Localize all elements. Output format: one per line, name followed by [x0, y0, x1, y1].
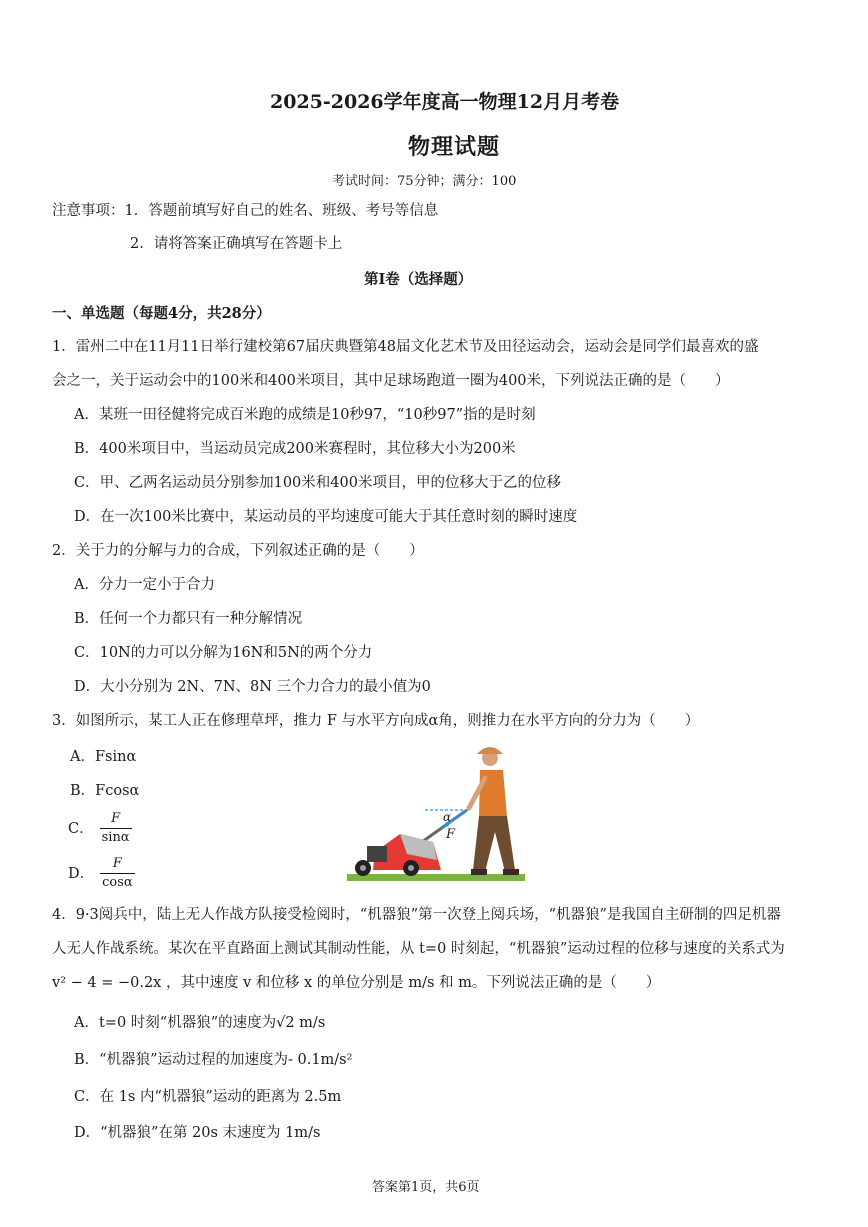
q3-option-a: A．Fsinα: [70, 749, 137, 765]
q1-stem-line2: 会之一，关于运动会中的100米和400米项目，其中足球场跑道一圈为400米，下列说法正确的是（ ）: [52, 373, 730, 389]
q3-option-d: [68, 857, 135, 891]
q3-option-b: B．Fcosα: [70, 783, 140, 799]
q3-stem: 3．如图所示，某工人正在修理草坪，推力 F 与水平方向成α角，则推力在水平方向的分力为（ ）: [52, 713, 700, 729]
part-title: 一、单选题（每题4分，共28分）: [52, 305, 271, 322]
q3-option-d-label: D．: [68, 865, 95, 882]
q3-option-d-denominator: cosα: [102, 875, 133, 891]
grass-strip: [347, 874, 525, 881]
q4-option-c: C．在 1s 内“机器狼”运动的距离为 2.5m: [74, 1089, 342, 1105]
force-label: F: [446, 827, 456, 842]
q2-option-b: B．任何一个力都只有一种分解情况: [74, 611, 303, 627]
q1-option-d: D．在一次100米比赛中，某运动员的平均速度可能大于其任意时刻的瞬时速度: [74, 509, 578, 525]
volume-title: 第Ⅰ卷（选择题）: [364, 271, 473, 288]
q4-option-d: D．“机器狼”在第 20s 末速度为 1m/s: [74, 1125, 321, 1141]
q4-stem-line1: 4．9·3阅兵中，陆上无人作战方队接受检阅时，“机器狼”第一次登上阅兵场，“机器狼”是我国自主研制的四足机器: [52, 907, 781, 923]
note-line-1: 注意事项：1．答题前填写好自己的姓名、班级、考号等信息: [52, 203, 439, 219]
q2-option-d: D．大小分别为 2N、7N、8N 三个力合力的最小值为0: [74, 679, 431, 695]
q3-option-c-label: C．: [68, 820, 94, 837]
q4-option-b: B．“机器狼”运动过程的加速度为- 0.1m/s²: [74, 1052, 353, 1068]
q4-stem-line3: v² − 4 = −0.2x ，其中速度 v 和位移 x 的单位分别是 m/s 和 m。下列说法正确的是（ ）: [52, 975, 661, 991]
q4-stem-line2: 人无人作战系统。某次在平直路面上测试其制动性能，从 t=0 时刻起，“机器狼”运动过程的位移与速度的关系式为: [52, 941, 785, 957]
q1-stem-line1: 1．雷州二中在11月11日举行建校第67届庆典暨第48届文化艺术节及田径运动会，运动会是同学们最喜欢的盛: [52, 339, 759, 355]
exam-title: 2025-2026学年度高一物理12月月考卷: [270, 91, 620, 113]
worker-cap: [477, 747, 503, 754]
mower-engine: [367, 846, 387, 862]
q4-option-a: A．t=0 时刻“机器狼”的速度为√2 m/s: [74, 1015, 326, 1031]
page-footer: 答案第1页，共6页: [372, 1180, 480, 1195]
q3-option-c-numerator: F: [111, 811, 121, 826]
q3-option-c: [68, 812, 132, 846]
q1-option-c: C．甲、乙两名运动员分别参加100米和400米项目，甲的位移大于乙的位移: [74, 475, 561, 491]
q3-option-c-denominator: sinα: [101, 830, 130, 846]
q3-option-d-fraction: [100, 857, 135, 891]
q1-option-a: A．某班一田径健将完成百米跑的成绩是10秒97，“10秒97”指的是时刻: [74, 407, 536, 423]
q2-stem: 2．关于力的分解与力的合成，下列叙述正确的是（ ）: [52, 543, 424, 559]
alpha-label: α: [443, 810, 452, 824]
q2-option-a: A．分力一定小于合力: [74, 577, 215, 593]
note-line-2: 2．请将答案正确填写在答题卡上: [130, 236, 343, 252]
q2-option-c: C．10N的力可以分解为16N和5N的两个分力: [74, 645, 373, 661]
exam-info: 考试时间：75分钟；满分：100: [332, 174, 517, 189]
worker-pants: [473, 816, 515, 872]
lawn-mower-figure: [345, 742, 535, 884]
q1-option-b: B．400米项目中，当运动员完成200米赛程时，其位移大小为200米: [74, 441, 516, 457]
q3-option-d-numerator: F: [112, 856, 122, 871]
q3-option-c-fraction: [100, 812, 132, 846]
subject-title: 物理试题: [408, 134, 501, 160]
